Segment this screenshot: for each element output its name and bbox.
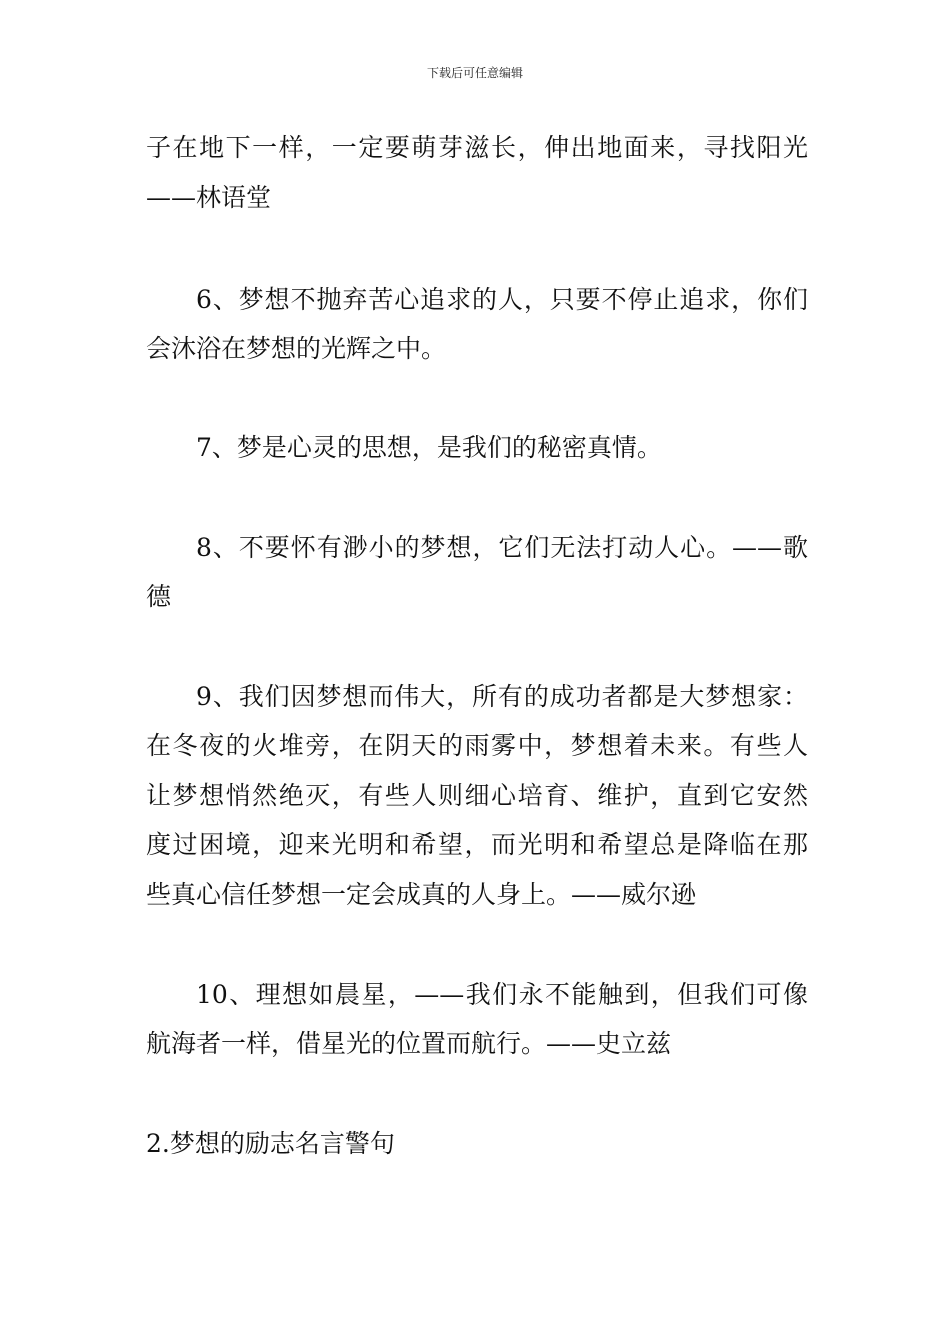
quote-10-line-1: 10、理想如晨星，——我们永不能触到，但我们可像 [196, 980, 808, 1009]
quote-8-line-2: 德 [146, 582, 172, 611]
quote-6-line-1: 6、梦想不抛弃苦心追求的人，只要不停止追求，你们 [196, 285, 808, 314]
quote-9-line-4: 度过困境，迎来光明和希望，而光明和希望总是降临在那 [146, 830, 808, 859]
text-line: 子在地下一样，一定要萌芽滋长，伸出地面来，寻找阳光 [146, 133, 808, 162]
quote-9-line-3: 让梦想悄然绝灭，有些人则细心培育、维护，直到它安然 [146, 781, 808, 810]
quote-9-line-2: 在冬夜的火堆旁，在阴天的雨雾中，梦想着未来。有些人 [146, 731, 808, 760]
quote-9-line-5: 些真心信任梦想一定会成真的人身上。——威尔逊 [146, 880, 697, 909]
page-header: 下载后可任意编辑 [426, 66, 523, 80]
quote-7-line-1: 7、梦是心灵的思想，是我们的秘密真情。 [196, 433, 662, 462]
quote-9-line-1: 9、我们因梦想而伟大，所有的成功者都是大梦想家： [196, 682, 808, 711]
section-heading: 2.梦想的励志名言警句 [146, 1129, 395, 1158]
quote-10-line-2: 航海者一样，借星光的位置而航行。——史立兹 [146, 1029, 672, 1058]
text-line: ——林语堂 [146, 183, 272, 212]
quote-8-line-1: 8、不要怀有渺小的梦想，它们无法打动人心。——歌 [196, 533, 808, 562]
quote-6-line-2: 会沐浴在梦想的光辉之中。 [146, 334, 447, 363]
